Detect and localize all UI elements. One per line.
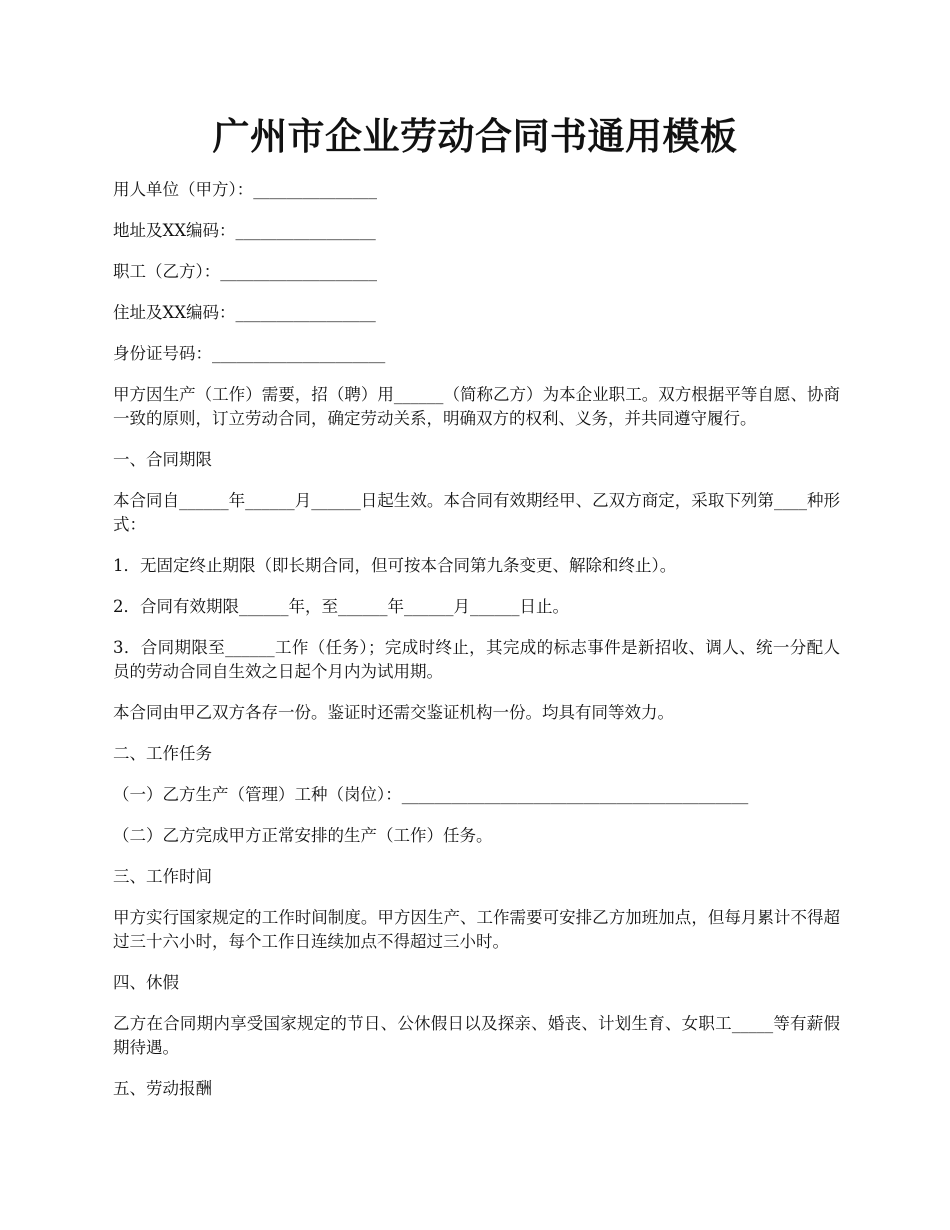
term-option-1: 1．无固定终止期限（即长期合同，但可按本合同第九条变更、解除和终止）。 <box>113 556 677 575</box>
section-heading-hours: 三、工作时间 <box>113 867 212 886</box>
term-paragraph: 本合同自______年______月______日起生效。本合同有效期经甲、乙双方商定，采取下列第____种形式： <box>113 491 840 534</box>
document-title: 广州市企业劳动合同书通用模板 <box>212 114 738 158</box>
section-heading-leave: 四、休假 <box>113 973 179 992</box>
hours-paragraph: 甲方实行国家规定的工作时间制度。甲方因生产、工作需要可安排乙方加班加点，但每月累计不得超过三十六小时，每个工作日连续加点不得超过三小时。 <box>113 908 840 951</box>
employer-address-field: 地址及XX编码：_________________ <box>113 221 376 240</box>
term-option-3: 3．合同期限至______工作（任务）；完成时终止，其完成的标志事件是新招收、调人、统一分配人员的劳动合同自生效之日起个月内为试用期。 <box>113 638 840 681</box>
section-heading-term: 一、合同期限 <box>113 450 212 469</box>
employee-address-field: 住址及XX编码：_________________ <box>113 303 376 322</box>
id-number-field: 身份证号码：_____________________ <box>113 344 386 363</box>
leave-paragraph: 乙方在合同期内享受国家规定的节日、公休假日以及探亲、婚丧、计划生育、女职工_____等有薪假期待遇。 <box>113 1014 840 1057</box>
term-option-2: 2．合同有效期限______年，至______年______月______日止。 <box>113 597 569 616</box>
document-body <box>113 178 840 1118</box>
copies-paragraph: 本合同由甲乙双方各存一份。鉴证时还需交鉴证机构一份。均具有同等效力。 <box>113 703 674 722</box>
employer-field: 用人单位（甲方）：_______________ <box>113 180 377 199</box>
tasks-item-2: （二）乙方完成甲方正常安排的生产（工作）任务。 <box>113 826 493 845</box>
employee-field: 职工（乙方）：___________________ <box>113 262 377 281</box>
tasks-item-1: （一）乙方生产（管理）工种（岗位）：__________________________________________ <box>113 785 749 804</box>
preamble-paragraph: 甲方因生产（工作）需要，招（聘）用______（简称乙方）为本企业职工。双方根据平等自愿、协商一致的原则，订立劳动合同，确定劳动关系，明确双方的权利、义务，并共同遵守履行。 <box>113 385 840 428</box>
section-heading-tasks: 二、工作任务 <box>113 744 212 763</box>
section-heading-pay: 五、劳动报酬 <box>113 1079 212 1098</box>
